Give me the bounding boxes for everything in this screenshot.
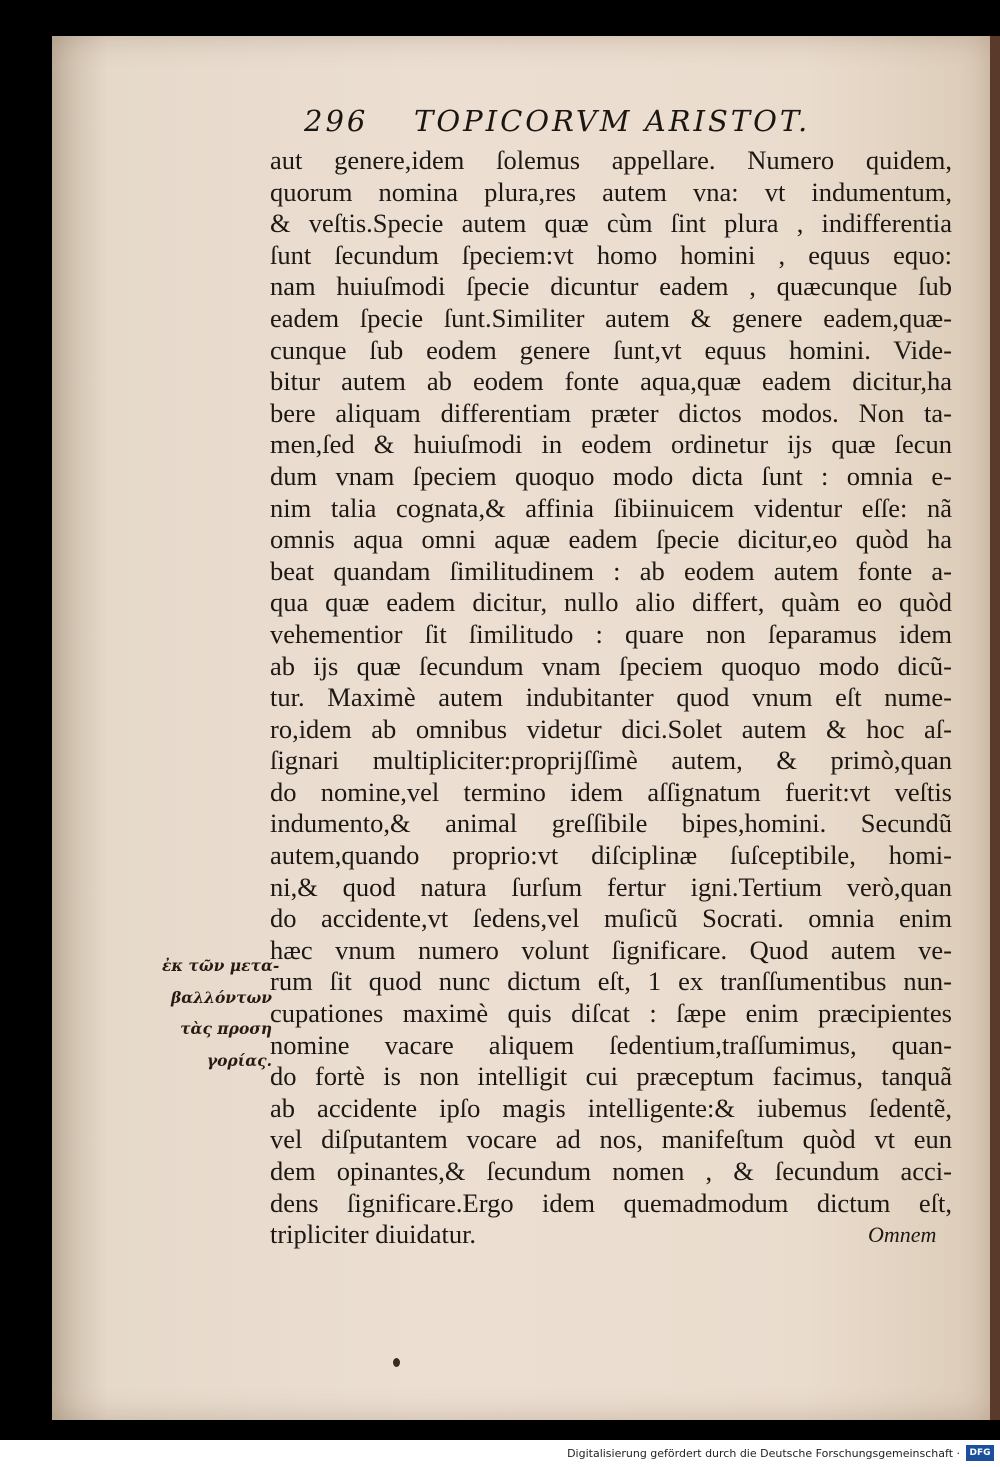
text-line: omnis aqua omni aquæ eadem ſpecie dicitur,eo quòd ha <box>270 524 952 555</box>
text-line: bitur autem ab eodem fonte aqua,quæ eadem dicitur,ha <box>270 366 952 397</box>
text-line: do accidente,vt ſedens,vel muſicũ Socrati. omnia enim <box>270 903 952 934</box>
text-line: hæc vnum numero volunt ſignificare. Quod autem ve- <box>270 934 952 965</box>
text-line: ſunt ſecundum ſpeciem:vt homo homini , equus equo: <box>270 239 952 270</box>
text-line: rum ſit quod nunc dictum eſt, 1 ex tranſſumentibus nun- <box>270 966 952 997</box>
text-line: dum vnam ſpeciem quoquo modo dicta ſunt : omnia e- <box>270 460 952 491</box>
text-line: autem,quando proprio:vt diſciplinæ ſuſceptibile, homi- <box>270 840 952 871</box>
margin-note-line: γορίας. <box>206 1050 272 1070</box>
text-line: tur. Maximè autem indubitanter quod vnum eſt nume- <box>270 682 952 713</box>
text-line: do fortè is non intelligit cui præceptum facimus, tanquã <box>270 1061 952 1092</box>
text-line: ſignari multipliciter:proprijſſimè autem, & primò,quan <box>270 745 952 776</box>
text-line: & veſtis.Specie autem quæ cùm ſint plura , indifferentia <box>270 208 952 239</box>
page-number: 296 <box>304 104 369 138</box>
text-line: ab ijs quæ ſecundum vnam ſpeciem quoquo modo dicũ- <box>270 650 952 681</box>
text-line: dens ſignificare.Ergo idem quemadmodum dictum eſt, <box>270 1187 952 1218</box>
text-line: eadem ſpecie ſunt.Similiter autem & genere eadem,quæ- <box>270 302 952 333</box>
text-line: nam huiuſmodi ſpecie dicuntur eadem , quæcunque ſub <box>270 271 952 302</box>
text-line: ro,idem ab omnibus videtur dici.Solet autem & hoc aſ- <box>270 713 952 744</box>
margin-note-line: ἐκ τῶν μετα- <box>162 956 280 975</box>
text-line: indumento,& animal greſſibile bipes,homini. Secundũ <box>270 808 952 839</box>
margin-note <box>162 950 280 1076</box>
text-line: ni,& quod natura ſurſum fertur igni.Tertium verò,quan <box>270 871 952 902</box>
text-line: nim talia cognata,& affinia ſibiinuicem videntur eſſe: nã <box>270 492 952 523</box>
ink-speck <box>393 1358 400 1367</box>
text-line: quorum nomina plura,res autem vna: vt indumentum, <box>270 176 952 207</box>
text-line: aut genere,idem ſolemus appellare. Numero quidem, <box>270 145 952 175</box>
text-line: tripliciter diuidatur. <box>270 1219 477 1250</box>
text-line: cunque ſub eodem genere ſunt,vt equus homini. Vide- <box>270 334 952 365</box>
text-line: qua quæ eadem dicitur, nullo alio differt, quàm eo quòd <box>270 587 952 618</box>
dfg-logo-icon: DFG <box>966 1445 994 1461</box>
text-line: nomine vacare aliquem ſedentium,traſſumimus, quan- <box>270 1029 952 1060</box>
funding-credit: Digitalisierung gefördert durch die Deutsche Forschungsgemeinschaft · <box>567 1447 960 1460</box>
text-line: beat quandam ſimilitudinem : ab eodem autem fonte a- <box>270 555 952 586</box>
text-line: bere aliquam differentiam præter dictos modos. Non ta- <box>270 397 952 428</box>
catchword: Omnem <box>868 1222 937 1247</box>
running-header <box>304 104 824 144</box>
text-line: ab accidente ipſo magis intelligente:& iubemus ſedentẽ, <box>270 1092 952 1123</box>
margin-note-line: βαλλόντων <box>171 987 272 1007</box>
text-line: cupationes maximè quis diſcat : ſæpe enim præcipientes <box>270 998 952 1029</box>
body-text <box>270 145 952 1251</box>
text-line: men,ſed & huiuſmodi in eodem ordinetur ijs quæ ſecun <box>270 429 952 460</box>
margin-note-line: τὰς προση <box>180 1019 272 1039</box>
text-line: vehementior ſit ſimilitudo : quare non ſeparamus idem <box>270 618 952 649</box>
text-line: do nomine,vel termino idem aſſignatum fuerit:vt veſtis <box>270 776 952 807</box>
page-edge <box>990 36 1000 1420</box>
text-line: vel diſputantem vocare ad nos, manifeſtum quòd vt eun <box>270 1124 952 1155</box>
running-title: TOPICORVM ARISTOT. <box>414 104 811 138</box>
footer-bar <box>0 1440 1000 1467</box>
text-line: dem opinantes,& ſecundum nomen , & ſecundum acci- <box>270 1156 952 1186</box>
